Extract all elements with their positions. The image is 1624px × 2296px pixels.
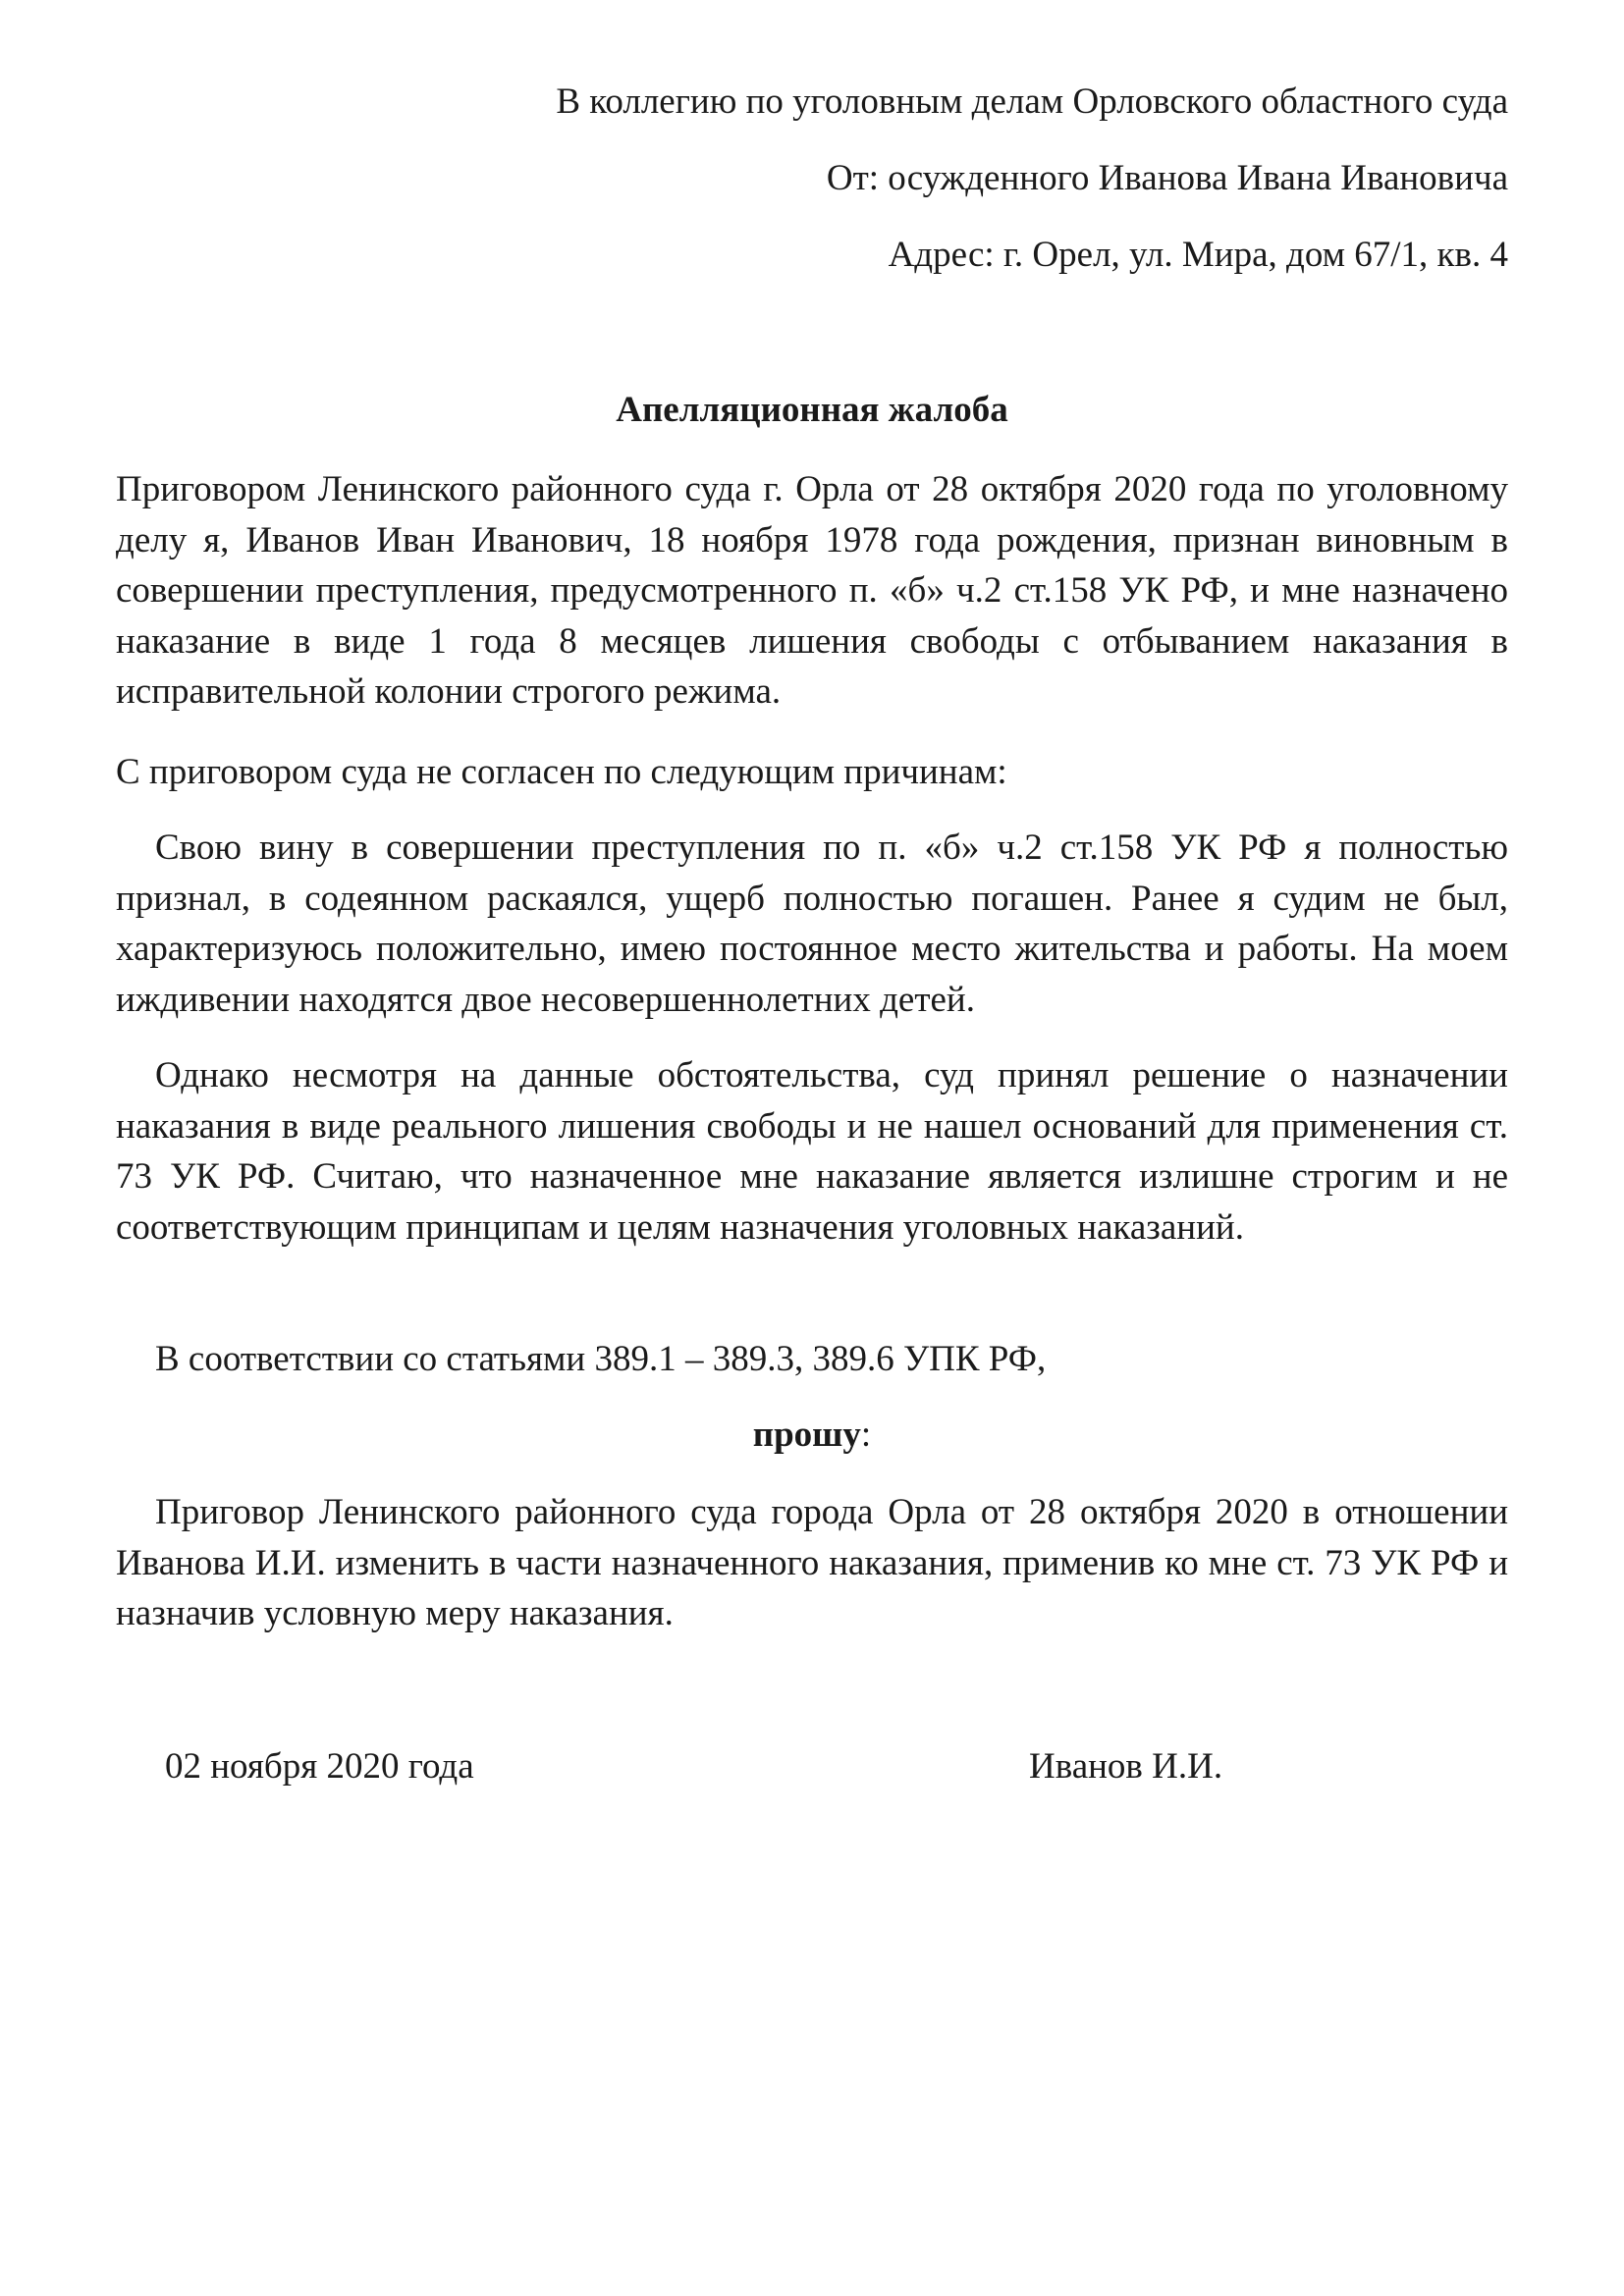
sender-line: От: осужденного Иванова Ивана Ивановича <box>826 158 1508 198</box>
signature: Иванов И.И. <box>1029 1746 1223 1787</box>
address-line: Адрес: г. Орел, ул. Мира, дом 67/1, кв. 4 <box>888 235 1508 275</box>
paragraph-legal-basis: В соответствии со статьями 389.1 – 389.3, 389.6 УПК РФ, <box>155 1339 1047 1379</box>
document-date: 02 ноября 2020 года <box>165 1746 474 1787</box>
paragraph-verdict: Приговором Ленинского районного суда г. Орла от 28 октября 2020 года по уголовному делу я, Иванов Иван Иванович, 18 ноября 1978 года рождения, признан виновным в совершении преступления, предусмотренного п. «б» ч.2 ст.158 УК РФ, и мне назначено наказание в виде 1 года 8 месяцев лишения свободы с отбыванием наказания в исправительной колонии строгого режима. <box>116 469 1508 712</box>
document-title: Апелляционная жалоба <box>616 390 1008 430</box>
addressee-line: В коллегию по уголовным делам Орловского областного суда <box>556 81 1508 122</box>
paragraph-argument: Однако несмотря на данные обстоятельства, суд принял решение о назначении наказания в виде реального лишения свободы и не нашел оснований для применения ст. 73 УК РФ. Считаю, что назначенное мне наказание является излишне строгим и не соответствующим принципам и целям назначения уголовных наказаний. <box>116 1055 1508 1248</box>
paragraph-disagreement: С приговором суда не согласен по следующим причинам: <box>116 752 1007 792</box>
request-heading <box>0 1412 1624 1459</box>
request-word: прошу <box>752 1415 861 1455</box>
paragraph-circumstances: Свою вину в совершении преступления по п. «б» ч.2 ст.158 УК РФ я полностью признал, в содеянном раскаялся, ущерб полностью погашен. Ранее я судим не был, характеризуюсь положительно, имею постоянное место жительства и работы. На моем иждивении находятся двое несовершеннолетних детей. <box>116 828 1508 1020</box>
paragraph-request: Приговор Ленинского районного суда города Орла от 28 октября 2020 в отношении Иванова И.И. изменить в части назначенного наказания, применив ко мне ст. 73 УК РФ и назначив условную меру наказания. <box>116 1492 1508 1633</box>
request-colon: : <box>860 1415 872 1455</box>
